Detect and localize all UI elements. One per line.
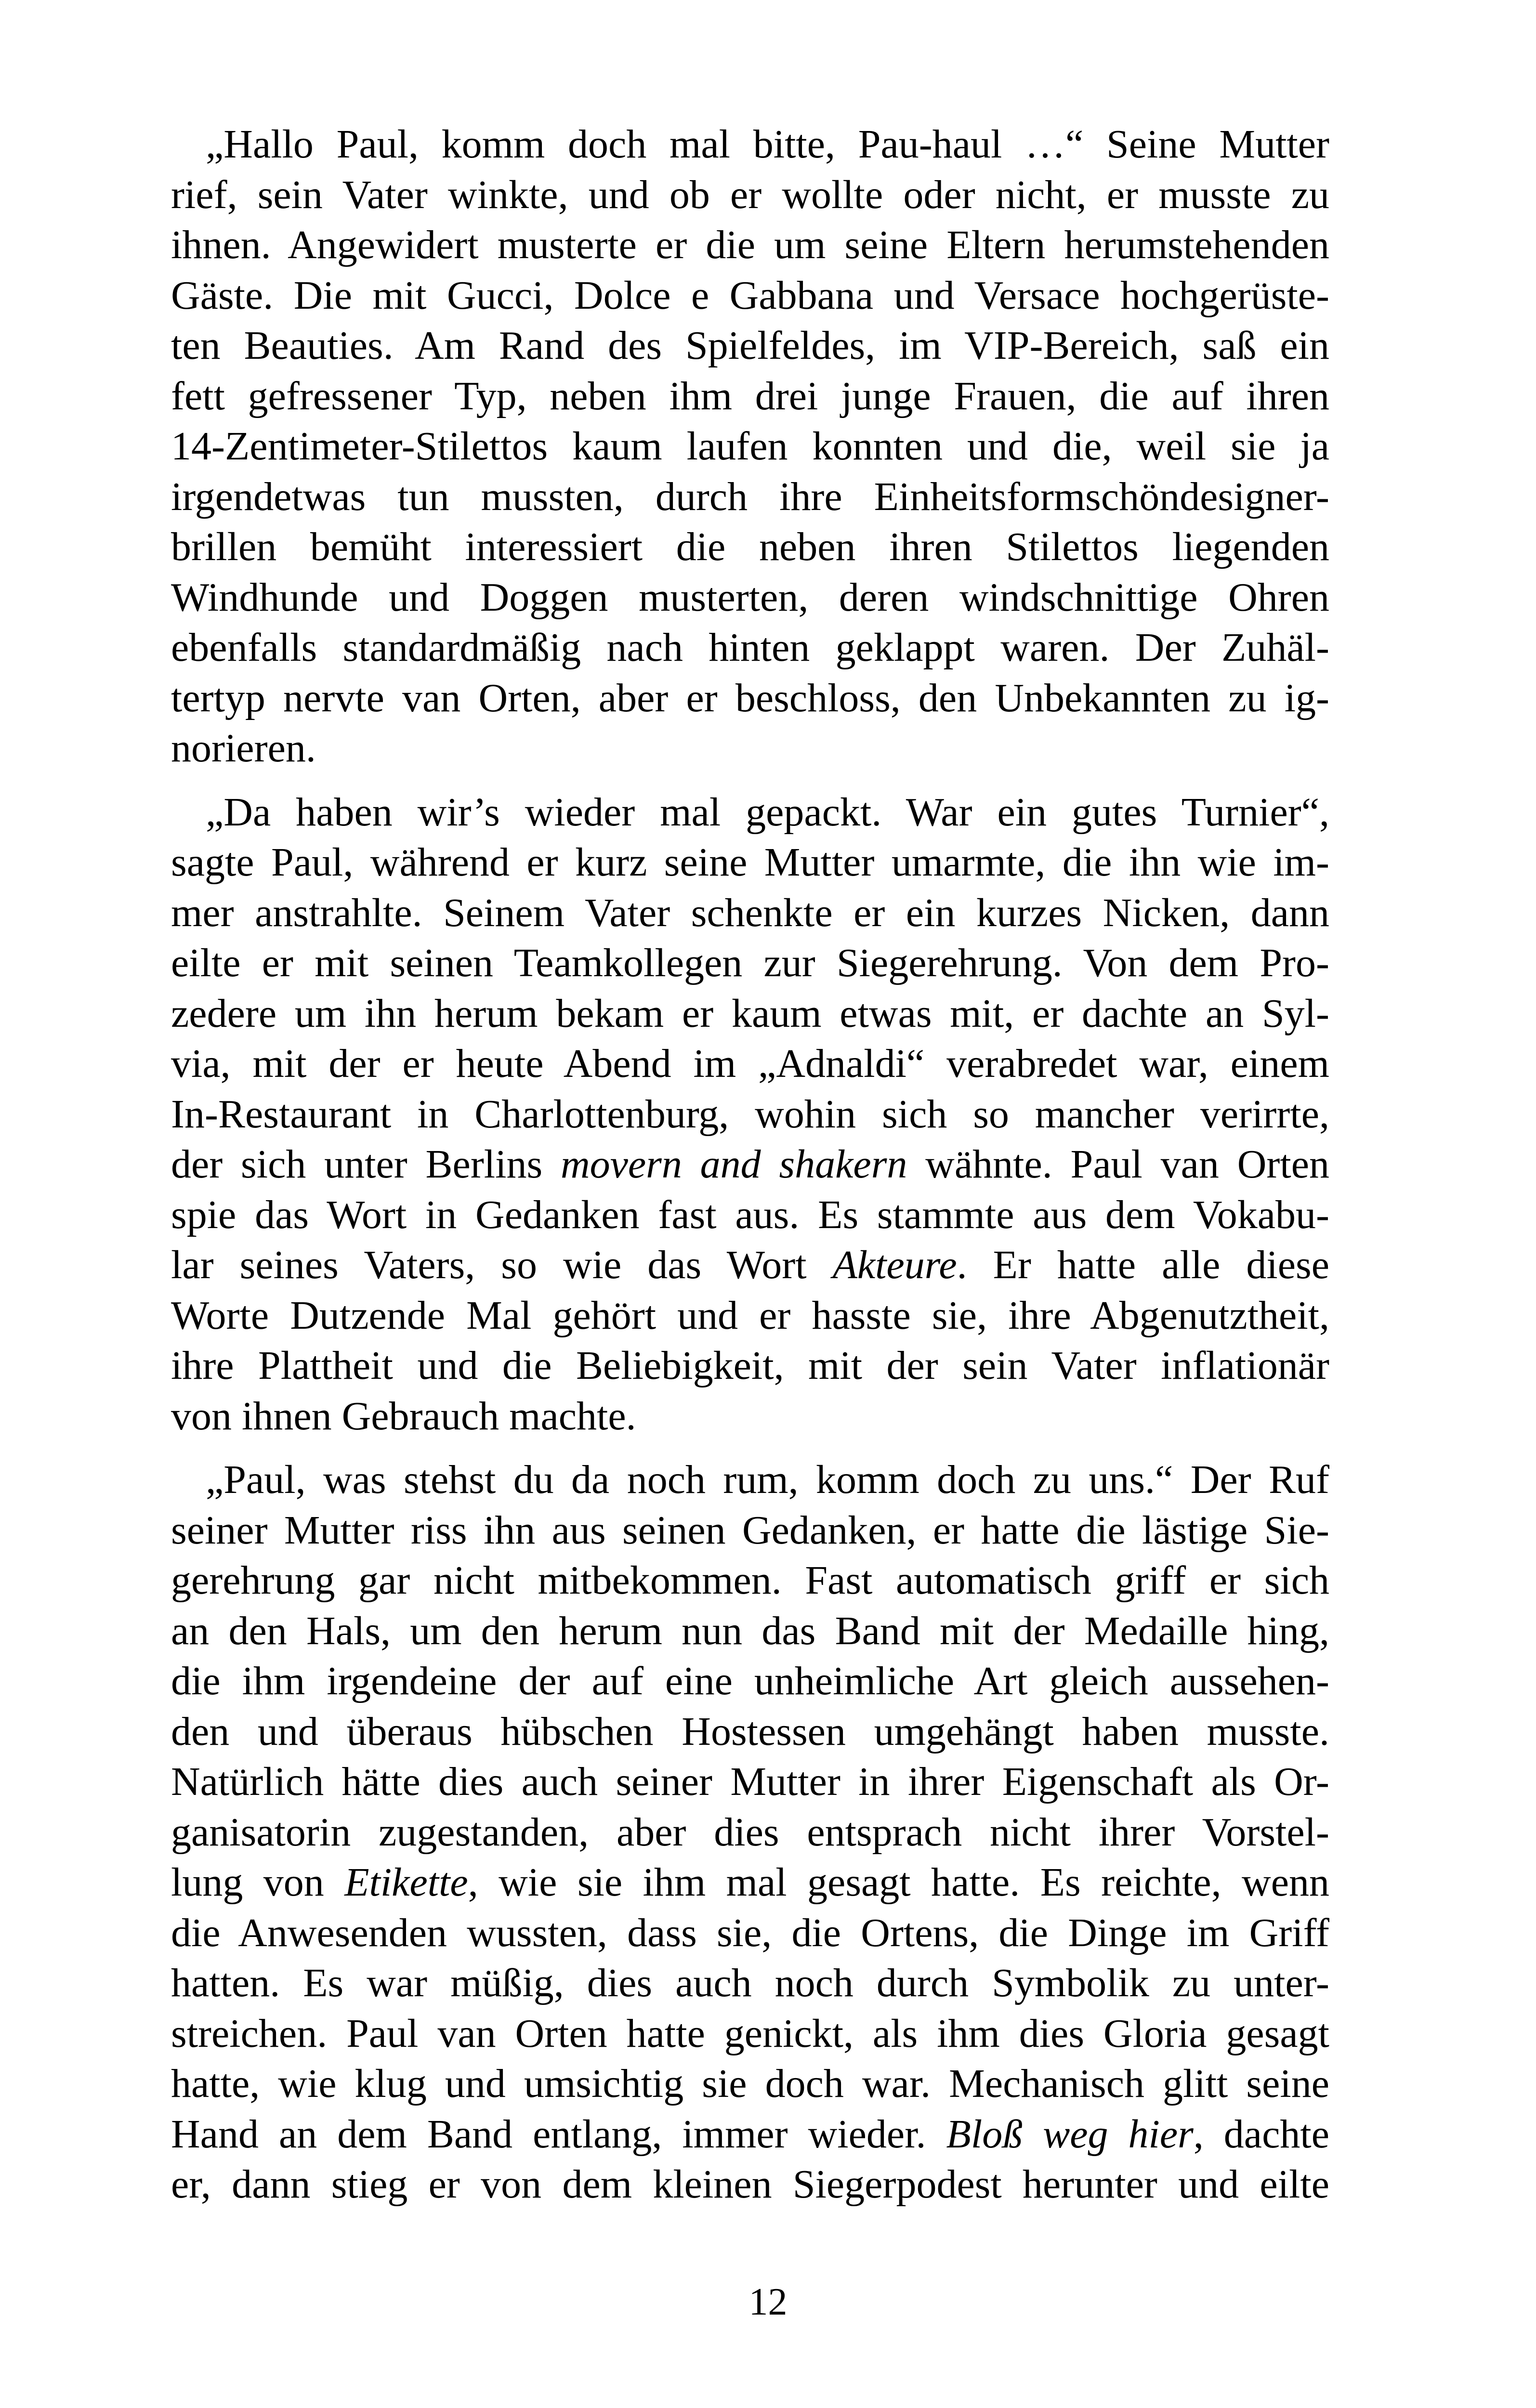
text-line: spie das Wort in Gedanken fast aus. Es stammte aus dem Vokabu- (171, 1192, 1329, 1237)
text-line: In-Restaurant in Charlottenburg, wohin sich so mancher verirrte, (171, 1091, 1329, 1137)
text-line (171, 2109, 1329, 2160)
text-line: die ihm irgendeine der auf eine unheimliche Art gleich aussehen- (171, 1659, 1329, 1703)
text-line: ganisatorin zugestanden, aber dies entsprach nicht ihrer Vorstel- (171, 1809, 1329, 1855)
text-line (171, 1858, 1329, 1908)
text-line: eilte er mit seinen Teamkollegen zur Siegerehrung. Von dem Pro- (171, 941, 1329, 985)
text-line: sagte Paul, während er kurz seine Mutter umarmte, die ihn wie im- (171, 840, 1329, 885)
text-line: ten Beauties. Am Rand des Spielfeldes, im VIP-Bereich, saß ein (171, 323, 1329, 368)
text-line: 14-Zentimeter-Stilettos kaum laufen konnten und die, weil sie ja (171, 424, 1329, 469)
text-line: mer anstrahlte. Seinem Vater schenkte er ein kurzes Nicken, dann (171, 890, 1329, 935)
text-line: ihnen. Angewidert musterte er die um seine Eltern herumstehenden (171, 222, 1329, 267)
text-line: an den Hals, um den herum nun das Band mit der Medaille hing, (171, 1608, 1329, 1653)
paragraph (171, 1455, 1329, 2210)
text-segment: Hand an dem Band entlang, immer wieder. (171, 2111, 946, 2157)
text-line: rief, sein Vater winkte, und ob er wollte oder nicht, er musste zu (171, 172, 1329, 217)
page-number: 12 (748, 2281, 788, 2323)
text-line: hatte, wie klug und umsichtig sie doch war. Mechanisch glitt seine (171, 2061, 1329, 2106)
text-line: Worte Dutzende Mal gehört und er hasste sie, ihre Abgenutztheit, (171, 1293, 1329, 1338)
text-line: „Hallo Paul, komm doch mal bitte, Pau-haul …“ Seine Mutter (206, 122, 1329, 167)
text-line: seiner Mutter riss ihn aus seinen Gedanken, er hatte die lästige Sie- (171, 1507, 1329, 1553)
text-segment: lar seines Vaters, so wie das Wort (171, 1243, 833, 1287)
text-line (171, 1240, 1329, 1291)
text-segment: , dachte (1193, 2111, 1329, 2157)
italic-phrase: movern and shakern (560, 1142, 907, 1187)
italic-phrase: Akteure (832, 1243, 957, 1287)
text-line: fett gefressener Typ, neben ihm drei junge Frauen, die auf ihren (171, 373, 1329, 419)
text-line: „Paul, was stehst du da noch rum, komm doch zu uns.“ Der Ruf (206, 1457, 1329, 1502)
text-line (171, 1139, 1329, 1190)
text-line: irgendetwas tun mussten, durch ihre Einheitsformschöndesigner- (171, 474, 1329, 519)
text-line: zedere um ihn herum bekam er kaum etwas mit, er dachte an Syl- (171, 991, 1329, 1036)
text-line: ihre Plattheit und die Beliebigkeit, mit der sein Vater inflationär (171, 1343, 1329, 1388)
text-line: Gäste. Die mit Gucci, Dolce e Gabbana und Versace hochgerüste- (171, 273, 1329, 318)
text-line: er, dann stieg er von dem kleinen Siegerpodest herunter und eilte (171, 2162, 1329, 2207)
text-line: streichen. Paul van Orten hatte genickt, als ihm dies Gloria gesagt (171, 2011, 1329, 2056)
text-line: hatten. Es war müßig, dies auch noch durch Symbolik zu unter- (171, 1961, 1329, 2005)
text-line: von ihnen Gebrauch machte. (171, 1393, 636, 1439)
text-segment: . Er hatte alle diese (957, 1243, 1329, 1287)
paragraph (171, 119, 1329, 774)
text-line: „Da haben wir’s wieder mal gepackt. War ein gutes Turnier“, (206, 789, 1329, 835)
text-line: norieren. (171, 726, 316, 771)
text-line: die Anwesenden wussten, dass sie, die Ortens, die Dinge im Griff (171, 1910, 1329, 1955)
text-line: gerehrung gar nicht mitbekommen. Fast automatisch griff er sich (171, 1558, 1329, 1603)
text-segment: der sich unter Berlins (171, 1142, 561, 1187)
italic-phrase: Bloß weg hier (946, 2111, 1194, 2157)
paragraph-gap (171, 1441, 1329, 1455)
text-line: Windhunde und Doggen musterten, deren windschnittige Ohren (171, 575, 1329, 620)
text-line: brillen bemüht interessiert die neben ihren Stilettos liegenden (171, 524, 1329, 569)
paragraph-gap (171, 774, 1329, 787)
text-line: den und überaus hübschen Hostessen umgehängt haben musste. (171, 1709, 1329, 1754)
text-line: tertyp nervte van Orten, aber er beschloss, den Unbekannten zu ig- (171, 675, 1329, 720)
text-segment: wähnte. Paul van Orten (907, 1142, 1329, 1187)
italic-phrase: Etikette (344, 1860, 468, 1905)
text-line: ebenfalls standardmäßig nach hinten geklappt waren. Der Zuhäl- (171, 625, 1329, 670)
text-line: via, mit der er heute Abend im „Adnaldi“ verabredet war, einem (171, 1041, 1329, 1086)
text-segment: lung von (171, 1860, 345, 1905)
text-segment: , wie sie ihm mal gesagt hatte. Es reichte, wenn (468, 1860, 1329, 1905)
text-line: Natürlich hätte dies auch seiner Mutter in ihrer Eigenschaft als Or- (171, 1759, 1329, 1804)
paragraph (171, 787, 1329, 1442)
body-text (171, 119, 1329, 2210)
